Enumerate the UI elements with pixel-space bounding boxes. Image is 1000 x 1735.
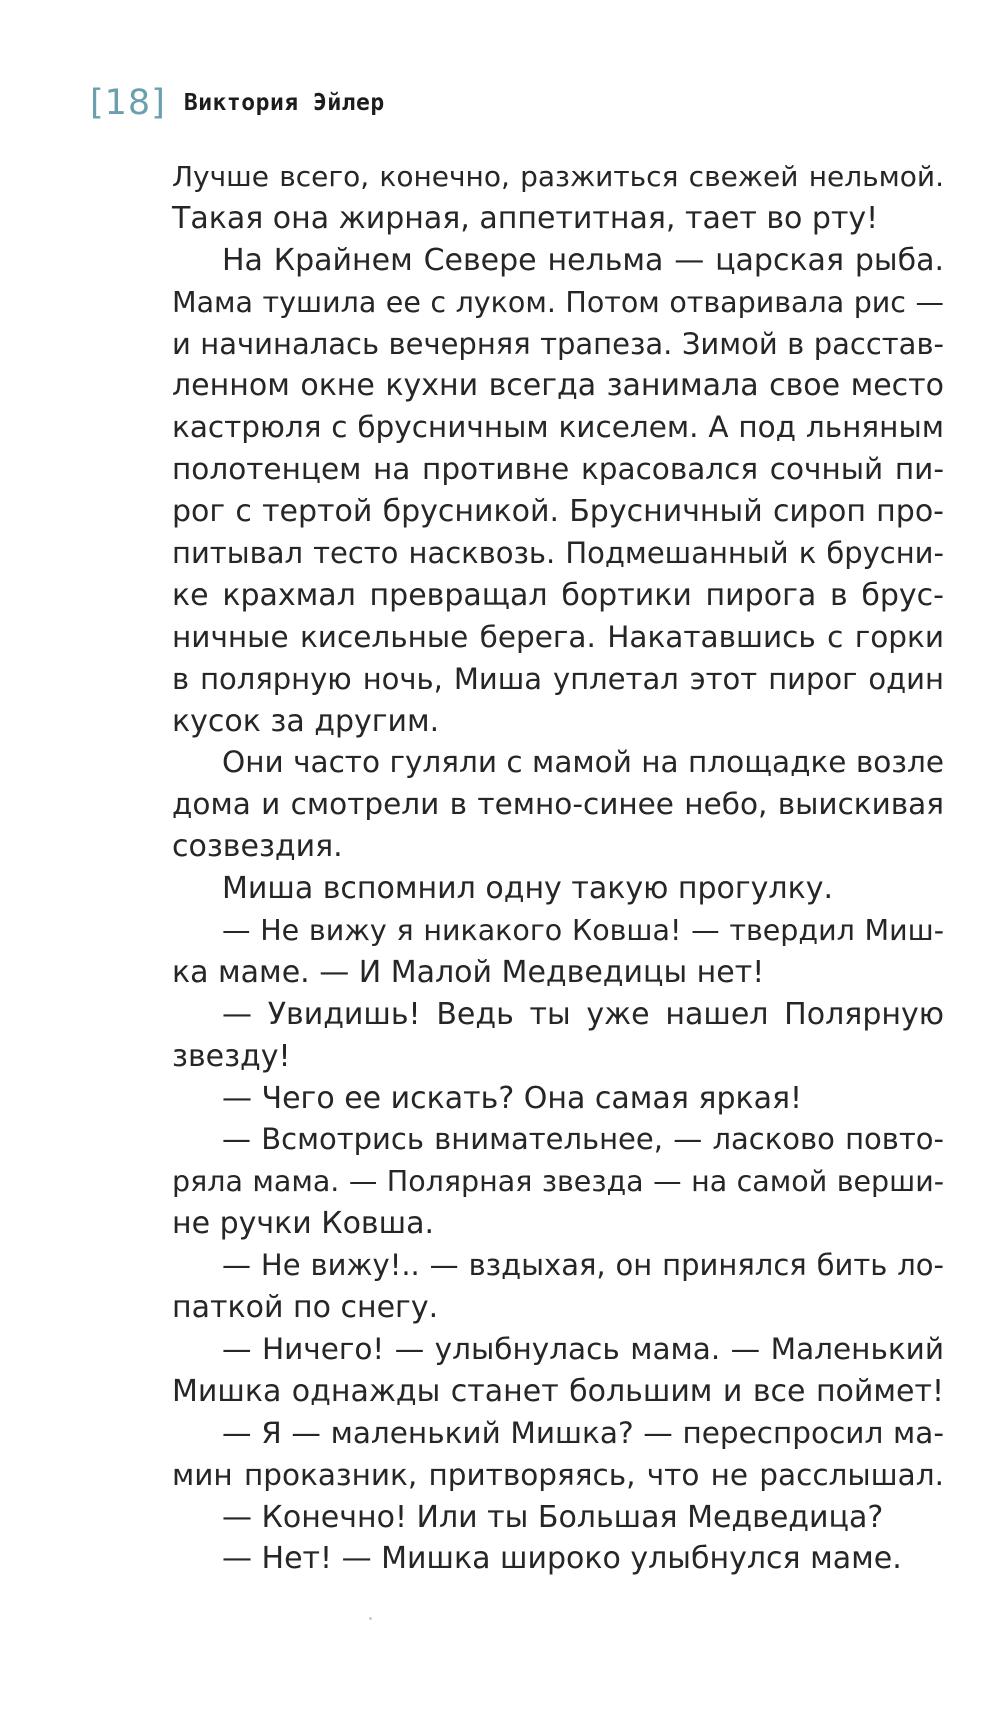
text-line: — Я — маленький Мишка? — переспросил ма- (222, 1415, 944, 1450)
text-line: — Увидишь! Ведь ты уже нашел Полярную (222, 996, 944, 1032)
text-line: — Нет! — Мишка широко улыбнулся маме. (222, 1541, 902, 1577)
text-line: Мишка однажды станет большим и все поймет! (172, 1373, 944, 1409)
text-line: Миша вспомнил одну такую прогулку. (222, 871, 833, 907)
text-line: Они часто гуляли с мамой на площадке возле (222, 745, 944, 780)
text-line: кастрюля с брусничным киселем. А под льняным (172, 410, 944, 445)
text-line: рог с тертой брусникой. Брусничный сироп про- (172, 494, 944, 530)
text-line: — Ничего! — улыбнулась мама. — Маленький (222, 1331, 944, 1366)
text-line: полотенцем на противне красовался сочный пи- (172, 452, 944, 487)
text-line: Такая она жирная, аппетитная, тает во рту! (172, 200, 879, 236)
author-name: Виктория Эйлер (183, 90, 385, 116)
body-text (172, 156, 944, 1580)
text-line: Лучше всего, конечно, разжиться свежей нельмой. (172, 160, 944, 193)
text-line: кусок за другим. (172, 703, 440, 739)
text-line: — Всмотрись внимательнее, — ласково повто- (222, 1122, 944, 1157)
running-header (90, 78, 385, 128)
text-line: — Чего ее искать? Она самая яркая! (222, 1080, 803, 1116)
text-line: Мама тушила ее с луком. Потом отваривала рис — (172, 285, 944, 319)
text-line: На Крайнем Севере нельма — царская рыба. (222, 242, 944, 278)
text-line: ленном окне кухни всегда занимала свое место (172, 368, 944, 404)
page-number: [18] (90, 83, 166, 123)
text-line: ничные кисельные берега. Накатавшись с горки (172, 619, 944, 654)
text-line: — Не вижу!.. — вздыхая, он принялся бить ло- (222, 1248, 944, 1283)
text-line: мин проказник, притворяясь, что не расслышал. (172, 1457, 944, 1492)
text-line: дома и смотрели в темно-синее небо, выискивая (172, 787, 944, 822)
text-line: и начиналась вечерняя трапеза. Зимой в расстав- (172, 326, 944, 361)
text-line: в полярную ночь, Миша уплетал этот пирог один (172, 661, 944, 696)
paper-speck (369, 1617, 372, 1620)
text-line: — Не вижу я никакого Ковша! — твердил Миш- (222, 914, 944, 948)
text-line: ке крахмал превращал бортики пирога в брус- (172, 577, 944, 613)
text-line: питывал тесто насквозь. Подмешанный к брусни- (172, 536, 944, 571)
text-line: звезду! (172, 1038, 291, 1074)
text-line: ряла мама. — Полярная звезда — на самой верши- (172, 1165, 944, 1199)
text-line: — Конечно! Или ты Большая Медведица? (222, 1499, 884, 1535)
text-line: не ручки Ковша. (172, 1206, 434, 1242)
text-line: ка маме. — И Малой Медведицы нет! (172, 954, 765, 990)
text-line: созвездия. (172, 829, 343, 865)
text-line: паткой по снегу. (172, 1290, 439, 1326)
